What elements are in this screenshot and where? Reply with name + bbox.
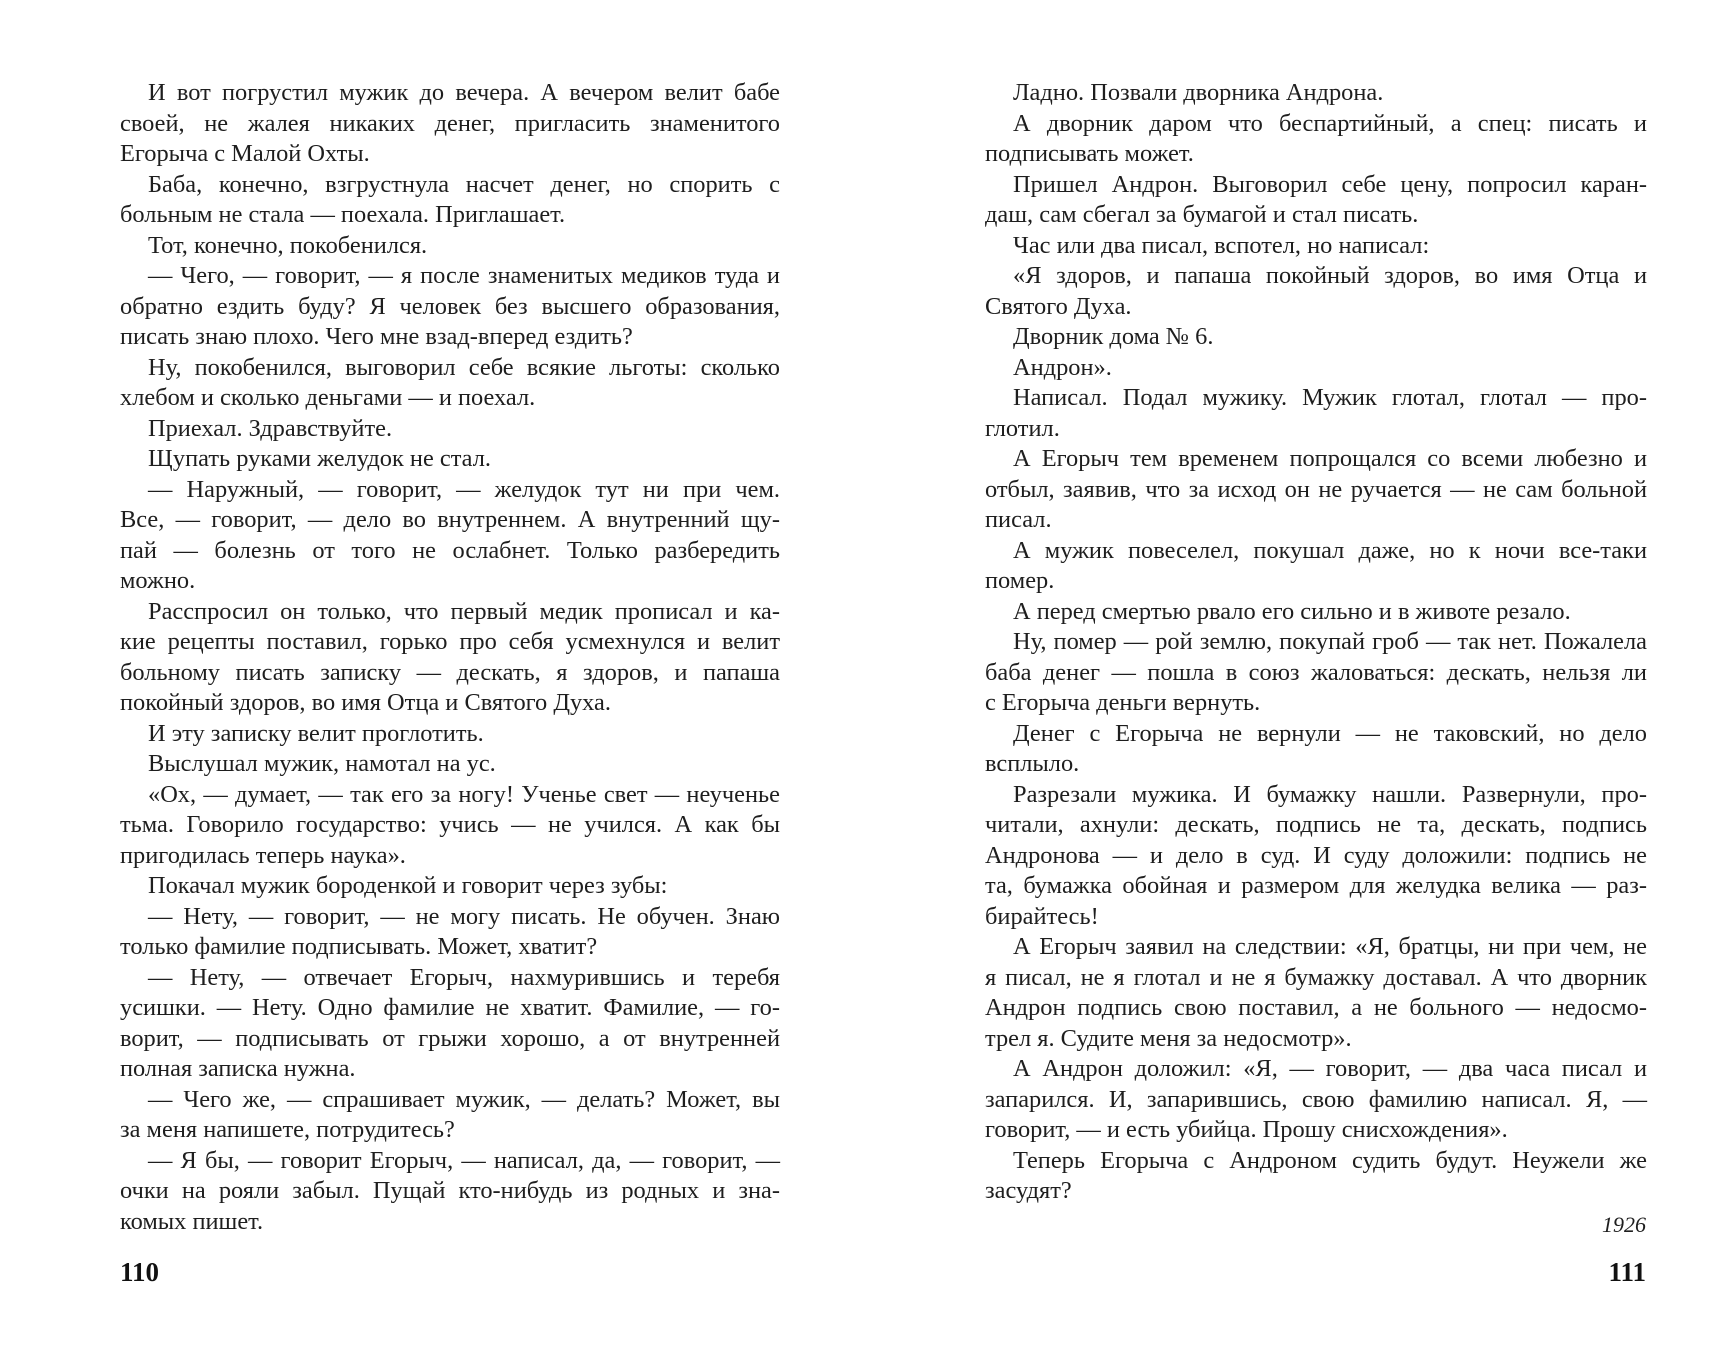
text-line: — Наружный, — говорит, — желудок тут ни при чем. bbox=[148, 475, 780, 503]
text-line: усишки. — Нету. Одно фамилие не хватит. Фамилие, — го- bbox=[120, 994, 780, 1021]
text-line: пай — болезнь от того не ослабнет. Только разбередить bbox=[120, 536, 780, 564]
text-line: тьма. Говорило государство: учись — не учился. А как бы bbox=[120, 811, 780, 838]
text-line: Щупать руками желудок не стал. bbox=[148, 445, 491, 472]
text-line: Тот, конечно, покобенился. bbox=[148, 231, 428, 259]
text-line: Егорыча с Малой Охты. bbox=[120, 140, 370, 167]
text-line: кие рецепты поставил, горько про себя усмехнулся и велит bbox=[120, 628, 780, 655]
text-line: бирайтесь! bbox=[985, 902, 1099, 930]
text-line: Андрон». bbox=[1013, 353, 1112, 381]
text-line: Ну, покобенился, выговорил себе всякие льготы: сколько bbox=[148, 353, 780, 381]
text-line: запарился. И, запарившись, свою фамилию написал. Я, — bbox=[985, 1085, 1647, 1113]
text-line: с Егорыча деньги вернуть. bbox=[985, 689, 1261, 716]
text-line: Пришел Андрон. Выговорил себе цену, попросил каран- bbox=[1013, 170, 1647, 198]
text-line: полная записка нужна. bbox=[120, 1055, 356, 1082]
story-date: 1926 bbox=[1602, 1212, 1646, 1237]
text-line: Святого Духа. bbox=[985, 292, 1132, 320]
text-line: всплыло. bbox=[985, 750, 1080, 777]
text-line: Все, — говорит, — дело во внутреннем. А внутренний щу- bbox=[120, 506, 780, 533]
text-line: — Я бы, — говорит Егорыч, — написал, да, — говорит, — bbox=[148, 1146, 780, 1174]
text-line: писать знаю плохо. Чего мне взад-вперед ездить? bbox=[120, 323, 633, 350]
text-line: А мужик повеселел, покушал даже, но к ночи все-таки bbox=[1013, 536, 1647, 564]
text-line: А Егорыч тем временем попрощался со всеми любезно и bbox=[1013, 445, 1647, 472]
text-line: Андрон подпись свою поставил, а не больного — недосмо- bbox=[985, 994, 1647, 1021]
text-line: Андронова — и дело в суд. И суду доложили: подпись не bbox=[985, 841, 1647, 869]
text-line: покойный здоров, во имя Отца и Святого Духа. bbox=[120, 689, 611, 716]
text-line: я писал, не я глотал и не я бумажку доставал. А что дворник bbox=[985, 963, 1647, 991]
text-line: Ладно. Позвали дворника Андрона. bbox=[1013, 79, 1384, 106]
text-line: читали, ахнули: дескать, подпись не та, дескать, подпись bbox=[985, 811, 1647, 838]
text-line: «Ох, — думает, — так его за ногу! Ученье свет — неученье bbox=[148, 780, 780, 808]
text-line: за меня напишете, потрудитесь? bbox=[120, 1116, 455, 1143]
text-line: та, бумажка обойная и размером для желудка велика — раз- bbox=[985, 872, 1647, 899]
text-line: Выслушал мужик, намотал на ус. bbox=[148, 750, 496, 777]
text-line: — Чего же, — спрашивает мужик, — делать? Может, вы bbox=[148, 1085, 780, 1113]
text-line: Покачал мужик бороденкой и говорит через зубы: bbox=[148, 872, 668, 899]
text-line: баба денег — пошла в союз жаловаться: дескать, нельзя ли bbox=[985, 658, 1647, 686]
text-line: обратно ездить буду? Я человек без высшего образования, bbox=[120, 292, 780, 320]
text-line: трел я. Судите меня за недосмотр». bbox=[985, 1024, 1352, 1052]
text-line: глотил. bbox=[985, 414, 1060, 442]
text-line: своей, не жалея никаких денег, пригласить знаменитого bbox=[120, 109, 780, 137]
text-line: И вот погрустил мужик до вечера. А вечером велит бабе bbox=[148, 79, 780, 106]
text-line: отбыл, заявив, что за исход он не ручается — не сам больной bbox=[985, 475, 1647, 503]
text-line: больному писать записку — дескать, я здоров, и папаша bbox=[120, 658, 780, 686]
text-line: А Егорыч заявил на следствии: «Я, братцы, ни при чем, не bbox=[1013, 933, 1647, 960]
text-line: засудят? bbox=[985, 1177, 1072, 1204]
text-line: — Чего, — говорит, — я после знаменитых медиков туда и bbox=[148, 262, 780, 289]
text-line: — Нету, — отвечает Егорыч, нахмурившись и теребя bbox=[148, 963, 780, 991]
text-line: ворит, — подписывать от грыжи хорошо, а от внутренней bbox=[120, 1024, 780, 1052]
text-line: Ну, помер — рой землю, покупай гроб — так нет. Пожалела bbox=[1013, 628, 1647, 655]
text-line: пригодилась теперь наука». bbox=[120, 841, 406, 869]
text-line: «Я здоров, и папаша покойный здоров, во имя Отца и bbox=[1013, 262, 1647, 289]
text-line: Денег с Егорыча не вернули — не таковский, но дело bbox=[1013, 719, 1647, 747]
text-line: — Нету, — говорит, — не могу писать. Не обучен. Знаю bbox=[148, 902, 780, 930]
text-line: подписывать может. bbox=[985, 140, 1194, 167]
text-line: Теперь Егорыча с Андроном судить будут. Неужели же bbox=[1013, 1146, 1647, 1174]
text-line: А дворник даром что беспартийный, а спец: писать и bbox=[1013, 109, 1647, 137]
left-page-text bbox=[120, 78, 780, 1237]
text-line: Дворник дома № 6. bbox=[1013, 323, 1214, 350]
text-line: помер. bbox=[985, 567, 1055, 594]
text-line: писал. bbox=[985, 506, 1052, 533]
left-page-number: 110 bbox=[120, 1257, 160, 1287]
text-line: только фамилие подписывать. Может, хватит? bbox=[120, 933, 598, 960]
text-line: даш, сам сбегал за бумагой и стал писать. bbox=[985, 201, 1419, 228]
text-line: Баба, конечно, взгрустнула насчет денег, но спорить с bbox=[148, 170, 780, 198]
text-line: Час или два писал, вспотел, но написал: bbox=[1013, 231, 1430, 259]
right-page-number: 111 bbox=[1608, 1257, 1646, 1287]
text-line: Написал. Подал мужику. Мужик глотал, глотал — про- bbox=[1013, 384, 1647, 411]
text-line: Расспросил он только, что первый медик прописал и ка- bbox=[148, 597, 780, 625]
text-line: Разрезали мужика. И бумажку нашли. Развернули, про- bbox=[1013, 780, 1647, 808]
text-line: А Андрон доложил: «Я, — говорит, — два часа писал и bbox=[1013, 1055, 1647, 1082]
text-line: комых пишет. bbox=[120, 1207, 264, 1235]
text-line: И эту записку велит проглотить. bbox=[148, 719, 484, 747]
text-line: хлебом и сколько деньгами — и поехал. bbox=[120, 384, 536, 411]
text-line: больным не стала — поехала. Приглашает. bbox=[120, 201, 566, 228]
text-line: можно. bbox=[120, 567, 196, 594]
right-page-text bbox=[985, 78, 1647, 1207]
text-line: очки на рояли забыл. Пущай кто-нибудь из родных и зна- bbox=[120, 1177, 780, 1204]
text-line: А перед смертью рвало его сильно и в животе резало. bbox=[1013, 597, 1571, 625]
text-line: Приехал. Здравствуйте. bbox=[148, 414, 393, 442]
text-line: говорит, — и есть убийца. Прошу снисхождения». bbox=[985, 1116, 1508, 1143]
